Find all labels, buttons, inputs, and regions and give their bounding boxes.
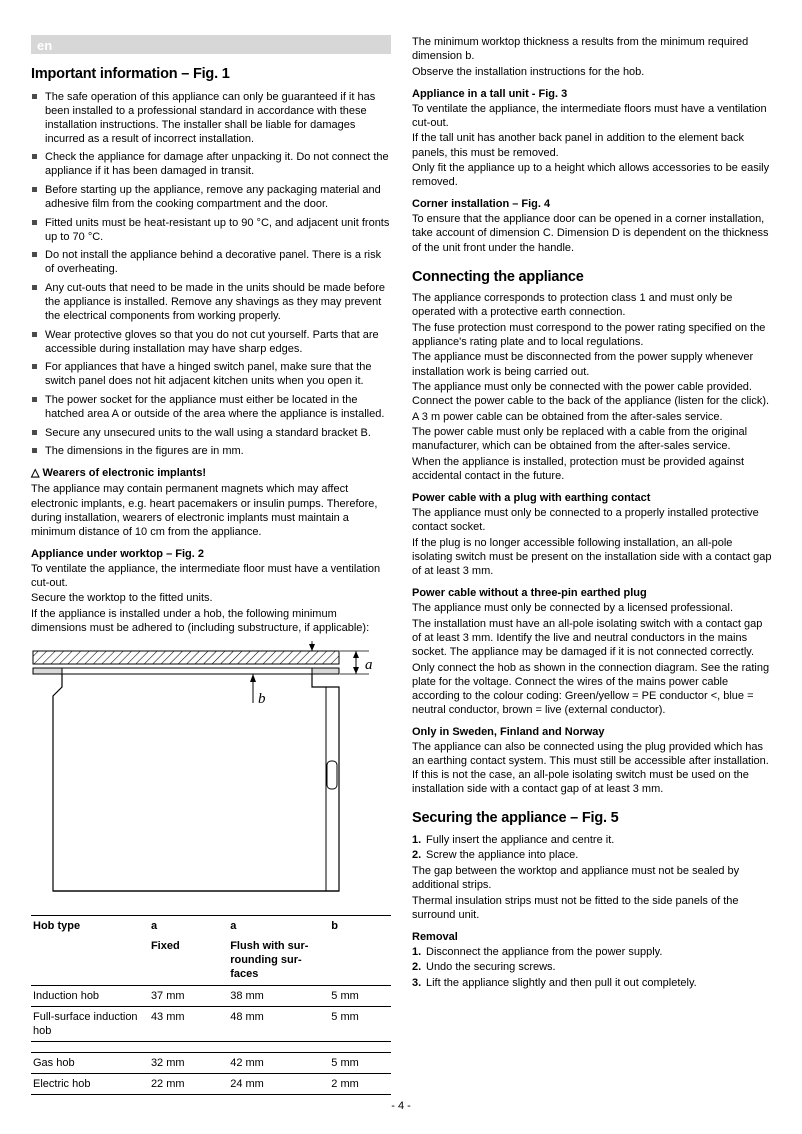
bullet-text: The power socket for the appliance must either be located in the hatched area A or outside of the area where the appliance is installed. <box>45 394 385 421</box>
warning-title: Wearers of electronic implants! <box>42 467 207 480</box>
list-item <box>31 360 391 388</box>
table-row <box>31 985 391 1006</box>
intro-paragraph: Observe the installation instructions for the hob. <box>412 65 645 78</box>
step-text: Fully insert the appliance and centre it. <box>426 833 615 846</box>
cell-a-fixed: 32 mm <box>149 1052 228 1073</box>
bullet-text: For appliances that have a hinged switch panel, make sure that the switch panel does not hit adjacent kitchen units when you open it. <box>45 361 372 388</box>
language-bar <box>31 35 391 54</box>
list-item <box>31 393 391 421</box>
bullet-text: Before starting up the appliance, remove any packaging material and adhesive film from the cooking compartment and the door. <box>45 184 381 211</box>
nordic-paragraph: The appliance can also be connected using the plug provided which has an earthing contact system. This must still be accessible after installation. If this is not the case, an all-pole isolating switch must be used on the installation side with a contact gap of at least 3 mm. <box>412 740 769 796</box>
sub-header-flush: Flush with sur-rounding sur-faces <box>230 940 309 981</box>
list-item <box>31 216 391 244</box>
hob-dimensions-table <box>31 915 391 1095</box>
list-item <box>31 90 391 146</box>
connecting-paragraph: The power cable must only be replaced with a cable from the original manufacturer, which can be obtained from the after-sales service. <box>412 426 748 453</box>
removal-steps-list <box>412 945 772 990</box>
worktop-paragraph: To ventilate the appliance, the intermediate floor must have a ventilation cut-out. <box>31 562 381 589</box>
cell-hob-type: Gas hob <box>31 1052 149 1073</box>
col-header-a-fixed: a <box>149 916 228 937</box>
plug-earth-paragraph: The appliance must only be connected to a properly installed protective contact socket. <box>412 507 759 534</box>
connecting-paragraph: The appliance corresponds to protection class 1 and must only be operated with a protective earth connection. <box>412 292 733 319</box>
sub-header-fixed: Fixed <box>150 940 180 953</box>
cell-a-flush: 42 mm <box>228 1052 329 1073</box>
bullet-text: Wear protective gloves so that you do not cut yourself. Parts that are accessible during installation may have sharp edges. <box>45 328 379 355</box>
bullet-text: The safe operation of this appliance can only be guaranteed if it has been installed to a professional standard in accordance with these installation instructions. The installer shall be liable for damages incurred as a result of incorrect installation. <box>45 90 376 145</box>
table-body <box>31 985 391 1094</box>
intro-paragraph: The minimum worktop thickness a results from the minimum required dimension b. <box>412 36 749 63</box>
list-item <box>31 328 391 356</box>
cell-a-flush: 38 mm <box>228 985 329 1006</box>
cell-a-fixed: 43 mm <box>149 1006 228 1041</box>
cell-b: 5 mm <box>329 985 391 1006</box>
list-item <box>31 248 391 276</box>
spacer-cell <box>31 1041 391 1052</box>
step-number: 2. <box>412 849 422 862</box>
tall-unit-paragraph: If the tall unit has another back panel in addition to the element back panels, this must be removed. <box>412 132 745 159</box>
cell-b: 5 mm <box>329 1006 391 1041</box>
subtitle-removal: Removal <box>412 930 458 943</box>
cell-b: 5 mm <box>329 1052 391 1073</box>
svg-text:a: a <box>365 657 373 674</box>
installation-diagram-figure-2 <box>31 641 391 911</box>
list-item <box>412 833 772 847</box>
table-row <box>31 1006 391 1041</box>
warning-triangle-icon: △ <box>31 467 40 480</box>
page-number: - 4 - <box>391 1100 411 1112</box>
corner-paragraph: To ensure that the appliance door can be opened in a corner installation, take account of dimension C. Dimension D is dependent on the thickness of the unit front under the handle. <box>412 213 769 254</box>
connecting-paragraph: A 3 m power cable can be obtained from the after-sales service. <box>412 410 723 423</box>
no-plug-paragraph: Only connect the hob as shown in the connection diagram. See the rating plate for the voltage. Connect the wires of the mains power cable according to the colour coding: Green/yellow = PE conductor <, blue = neutral conductor, brown = live (external conductor). <box>412 661 770 716</box>
list-item <box>412 945 772 959</box>
cell-a-fixed: 22 mm <box>149 1073 228 1094</box>
list-item <box>31 150 391 178</box>
subtitle-corner-installation: Corner installation – Fig. 4 <box>412 198 551 211</box>
left-column <box>31 35 391 1095</box>
worktop-paragraph: Secure the worktop to the fitted units. <box>31 592 213 605</box>
cell-a-fixed: 37 mm <box>149 985 228 1006</box>
list-item <box>412 848 772 862</box>
connecting-paragraph: When the appliance is installed, protection must be provided against accidental contact in the future. <box>412 456 745 483</box>
cell-a-flush: 48 mm <box>228 1006 329 1041</box>
cell-hob-type: Electric hob <box>31 1073 149 1094</box>
col-header-a-flush: a <box>228 916 329 937</box>
bullet-text: Any cut-outs that need to be made in the units should be made before the appliance is installed. Remove any shavings as they may prevent the electrical components from working properly. <box>45 281 386 323</box>
list-item <box>412 960 772 974</box>
cell-b: 2 mm <box>329 1073 391 1094</box>
step-number: 3. <box>412 976 422 989</box>
cell-hob-type: Induction hob <box>31 985 149 1006</box>
list-item <box>31 183 391 211</box>
svg-text:b: b <box>258 691 266 708</box>
worktop-paragraph: If the appliance is installed under a hob, the following minimum dimensions must be adhered to (including substructure, if applicable): <box>31 608 370 635</box>
subtitle-tall-unit: Appliance in a tall unit - Fig. 3 <box>412 87 568 100</box>
table-head <box>31 916 391 985</box>
table-row <box>31 1052 391 1073</box>
col-header-b: b <box>329 916 391 937</box>
subtitle-power-cable-without-plug: Power cable without a three-pin earthed plug <box>412 587 647 600</box>
securing-steps-list <box>412 833 772 863</box>
list-item <box>412 976 772 990</box>
important-information-list <box>31 90 391 459</box>
subtitle-power-cable-with-plug: Power cable with a plug with earthing contact <box>412 492 651 505</box>
section-title-securing-appliance: Securing the appliance – Fig. 5 <box>412 810 619 827</box>
tall-unit-paragraph: To ventilate the appliance, the intermediate floors must have a ventilation cut-out. <box>412 102 767 129</box>
cell-hob-type: Full-surface induction hob <box>31 1006 149 1041</box>
step-number: 1. <box>412 945 422 958</box>
step-number: 2. <box>412 961 422 974</box>
warning-heading <box>31 466 391 480</box>
sub-header-empty-2 <box>329 936 391 985</box>
bullet-text: Fitted units must be heat-resistant up to 90 °C, and adjacent unit fronts up to 70 °C. <box>45 216 390 243</box>
list-item <box>31 444 391 458</box>
table-row <box>31 1073 391 1094</box>
connecting-paragraph: The appliance must only be connected with the power cable provided. Connect the power cable to the back of the appliance (listen for the click). <box>412 381 770 408</box>
col-header-hob-type: Hob type <box>31 916 149 937</box>
step-text: Undo the securing screws. <box>426 961 556 974</box>
right-column <box>412 35 772 992</box>
step-text: Lift the appliance slightly and then pull it out completely. <box>426 976 697 989</box>
table-header-row <box>31 916 391 937</box>
step-text: Screw the appliance into place. <box>426 849 579 862</box>
no-plug-paragraph: The installation must have an all-pole isolating switch with a contact gap of at least 3 mm. Identify the live and neutral conductors in the mains socket. The appliance may be damaged if it is not connected correctly. <box>412 617 763 658</box>
subtitle-appliance-under-worktop: Appliance under worktop – Fig. 2 <box>31 547 204 560</box>
securing-paragraph: Thermal insulation strips must not be fitted to the side panels of the surround unit. <box>412 894 739 921</box>
sub-header-empty <box>31 936 149 985</box>
table-spacer-row <box>31 1041 391 1052</box>
securing-paragraph: The gap between the worktop and appliance must not be sealed by additional strips. <box>412 864 740 891</box>
subtitle-nordic-countries: Only in Sweden, Finland and Norway <box>412 725 605 738</box>
section-title-connecting-appliance: Connecting the appliance <box>412 268 584 285</box>
no-plug-paragraph: The appliance must only be connected by a licensed professional. <box>412 602 734 615</box>
list-item <box>31 426 391 440</box>
bullet-text: The dimensions in the figures are in mm. <box>45 445 244 458</box>
step-number: 1. <box>412 833 422 846</box>
table-subheader-row <box>31 936 391 985</box>
cell-a-flush: 24 mm <box>228 1073 329 1094</box>
warning-body: The appliance may contain permanent magnets which may affect electronic implants, e.g. heart pacemakers or insulin pumps. Therefore, during installation, wearers of electronic implants must maintain a minimum distance of 10 cm from the appliance. <box>31 483 378 538</box>
plug-earth-paragraph: If the plug is no longer accessible following installation, an all-pole isolating switch must be present on the installation side with a contact gap of at least 3 mm. <box>412 536 772 578</box>
bullet-text: Do not install the appliance behind a decorative panel. There is a risk of overheating. <box>45 249 382 276</box>
bullet-text: Secure any unsecured units to the wall using a standard bracket B. <box>45 426 371 439</box>
bullet-text: Check the appliance for damage after unpacking it. Do not connect the appliance if it has been damaged in transit. <box>45 151 389 178</box>
step-text: Disconnect the appliance from the power supply. <box>426 945 663 958</box>
language-label: en <box>37 38 53 53</box>
connecting-paragraph: The fuse protection must correspond to the power rating specified on the appliance's rating plate and to local regulations. <box>412 321 766 348</box>
tall-unit-paragraph: Only fit the appliance up to a height which allows accessories to be easily removed. <box>412 162 770 189</box>
connecting-paragraph: The appliance must be disconnected from the power supply whenever installation work is being carried out. <box>412 351 754 378</box>
list-item <box>31 281 391 323</box>
section-title-important-information: Important information – Fig. 1 <box>31 66 230 82</box>
